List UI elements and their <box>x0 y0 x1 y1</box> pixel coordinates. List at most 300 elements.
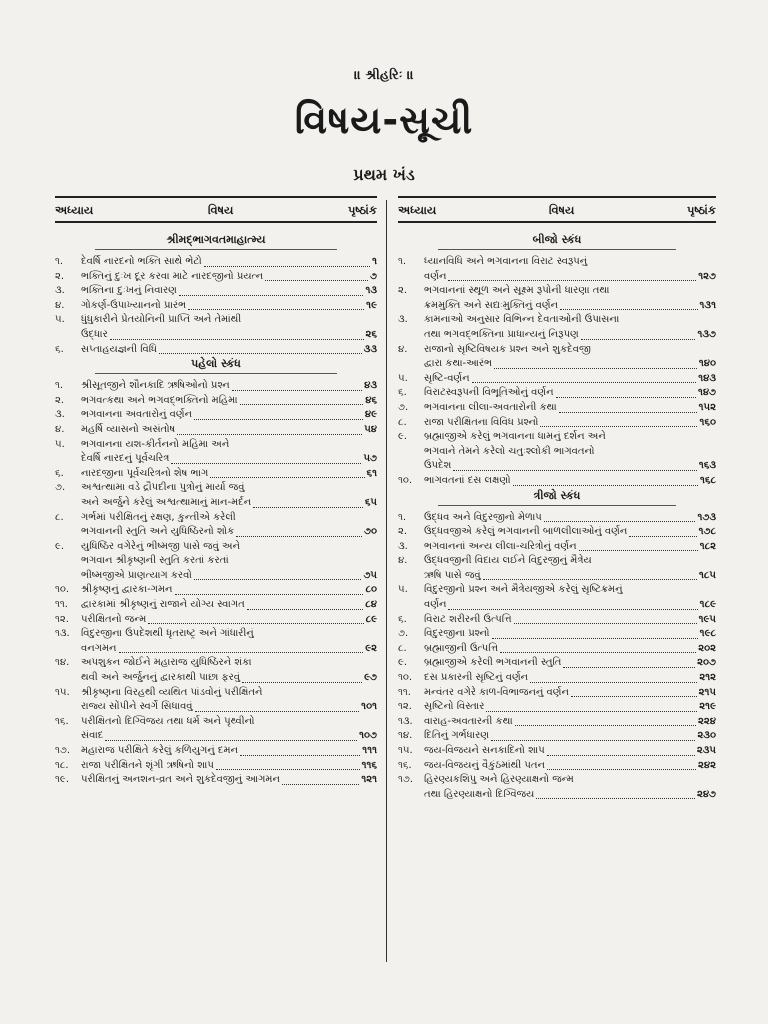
toc-entry <box>398 715 716 730</box>
toc-entry <box>55 656 377 685</box>
entry-last-line <box>81 452 377 467</box>
dot-leader <box>453 470 696 471</box>
entry-text: નારદજીના પૂર્વચરિત્રનો શેષ ભાગ <box>81 467 209 479</box>
entry-text-line: રાજાનો સૃષ્ટિવિષયક પ્રશ્ન અને શુકદેવજી <box>424 343 591 355</box>
page-number: ૮૦ <box>365 584 377 596</box>
entry-body <box>81 423 377 438</box>
page-number: ૧૨૧ <box>361 774 377 786</box>
section-title: શ્રીમદ્ભાગવતમાહાત્મ્ય <box>95 233 337 250</box>
dot-leader <box>559 412 697 413</box>
chapter-number: ૧૯. <box>55 774 69 786</box>
toc-entry <box>55 598 377 613</box>
entry-text-line: ભગવાનનાં સ્થૂળ અને સૂક્ષ્મ રૂપોની ધારણા તથા <box>424 285 610 297</box>
entry-body <box>81 299 377 314</box>
page-number: ૧૮૨ <box>699 540 716 552</box>
toc-entry <box>398 372 716 387</box>
chapter-number: ૧. <box>398 511 407 523</box>
chapter-number: ૫. <box>398 372 408 384</box>
entry-text: બ્રહ્માજીએ કરેલી ભગવાનની સ્તુતિ <box>424 657 562 669</box>
page-number: ૬૧ <box>366 467 377 479</box>
page-number: ૧૩૧ <box>699 299 716 311</box>
toc-entry <box>55 408 377 423</box>
entry-body <box>424 773 716 802</box>
toc-entry <box>398 255 716 284</box>
page-number: ૧૩૭ <box>697 328 716 340</box>
entry-last-line <box>81 613 377 628</box>
volume-subtitle: પ્રથમ ખંડ <box>353 165 415 184</box>
dot-leader <box>500 652 696 653</box>
entry-text: ભક્તિનું દુઃખ દૂર કરવા માટે નારદજીનો પ્રયત્ન <box>81 270 264 282</box>
toc-entry <box>55 744 377 759</box>
entry-body <box>424 313 716 342</box>
chapter-number: ૩. <box>55 409 65 421</box>
dot-leader <box>247 609 364 610</box>
dot-leader <box>448 609 697 610</box>
entry-text: રાજા પરીક્ષિતને શૃંગી ઋષિનો શાપ <box>81 759 214 771</box>
chapter-number: ૮. <box>398 416 407 428</box>
entry-text: દેવર્ષિ નારદનો ભક્તિ સાથે ભેટો <box>81 256 202 267</box>
entry-text: થવી અને અર્જુનનું દ્વારકાથી પાછા ફરવું <box>81 672 241 684</box>
chapter-number: ૪. <box>398 343 408 355</box>
page-number: ૨૨૪ <box>698 715 716 727</box>
dot-leader <box>491 740 695 741</box>
toc-entry <box>398 627 716 642</box>
entry-body <box>81 511 377 540</box>
dot-leader <box>171 463 361 464</box>
page-number: ૭૦ <box>364 526 377 538</box>
entry-body <box>424 656 716 671</box>
toc-entry <box>55 540 377 584</box>
chapter-number: ૧૫. <box>398 745 413 756</box>
chapter-number: ૬. <box>398 613 407 625</box>
entry-text: વર્ણન <box>424 599 447 611</box>
entry-body <box>81 481 377 510</box>
chapter-number: ૧૦. <box>398 474 413 486</box>
entry-last-line <box>81 299 377 314</box>
entry-body <box>81 270 377 285</box>
dot-leader <box>194 419 363 420</box>
entry-text: વારાહ-અવતારની કથા <box>424 715 513 727</box>
entry-body <box>81 613 377 628</box>
toc-entry <box>55 715 377 744</box>
page-number: ૧૪૦ <box>698 358 716 370</box>
chapter-number: ૮. <box>398 642 407 654</box>
dot-leader <box>494 368 697 369</box>
entry-last-line <box>424 671 716 686</box>
entry-last-line <box>81 423 377 438</box>
right-column-header <box>398 196 716 223</box>
entry-body <box>424 525 716 540</box>
chapter-number: ૧૧. <box>55 599 68 611</box>
entry-last-line <box>81 379 377 394</box>
page-number: ૧૯૮ <box>699 628 716 640</box>
toc-entry <box>398 554 716 583</box>
left-column <box>55 196 377 956</box>
entry-text: પરીક્ષિતનો જન્મ <box>81 613 147 625</box>
toc-entry <box>398 401 716 416</box>
dot-leader <box>629 536 696 537</box>
entry-last-line <box>424 459 716 474</box>
chapter-number: ૫. <box>55 438 65 450</box>
entry-text: રાજ્ય સોંપીને સ્વર્ગે સિધાવવું <box>81 701 193 713</box>
entry-last-line <box>424 328 716 343</box>
page-number: ૩૩ <box>363 343 377 355</box>
entry-last-line <box>424 525 716 540</box>
entry-body <box>424 700 716 715</box>
entry-body <box>424 430 716 474</box>
entry-last-line <box>424 744 716 759</box>
chapter-number: ૫. <box>55 314 65 326</box>
chapter-number: ૬. <box>398 387 407 399</box>
toc-entry <box>398 474 716 489</box>
toc-entry <box>398 613 716 628</box>
page-number: ૧૯ <box>366 299 377 311</box>
entry-text: દ્વારા કથા-આરંભ <box>424 358 493 370</box>
entry-body <box>424 343 716 372</box>
entry-text: પરીક્ષિતનું અનશન-વ્રત અને શુકદેવજીનું આગમન <box>81 774 280 786</box>
page-number: ૬૫ <box>364 496 377 508</box>
entry-text: મહારાજ પરીક્ષિતે કરેલું કળિયુગનું દમન <box>81 745 239 756</box>
entry-text: ભીષ્મજીએ પ્રાણત્યાગ કરવો <box>81 569 192 581</box>
entry-text-line: ભગવાને તેમને કરેલો ચતુઃશ્લોકી ભાગવતનો <box>424 445 595 457</box>
chapter-number: ૯. <box>398 657 408 669</box>
entry-text: ભક્તિના દુઃખનું નિવારણ <box>81 285 177 297</box>
entry-text: વનગમન <box>81 642 117 654</box>
entry-body <box>424 540 716 555</box>
entry-text: ગોકર્ણ-ઉપાખ્યાનનો પ્રારંભ <box>81 299 187 311</box>
entry-body <box>81 744 377 759</box>
entry-last-line <box>424 613 716 628</box>
page-number: ૧૧૧ <box>362 745 377 756</box>
entry-last-line <box>424 700 716 715</box>
chapter-number: ૭. <box>55 482 66 494</box>
left-column-header <box>55 196 377 223</box>
toc-entry <box>398 583 716 612</box>
entry-body <box>424 511 716 526</box>
page-number: ૨૪૨ <box>698 759 716 771</box>
entry-body <box>424 386 716 401</box>
entry-body <box>424 401 716 416</box>
entry-text: દિતિનું ગર્ભધારણ <box>424 730 490 742</box>
chapter-number: ૧૩. <box>55 628 70 640</box>
entry-last-line <box>424 357 716 372</box>
dot-leader <box>547 755 695 756</box>
entry-body <box>81 394 377 409</box>
entry-text: મહર્ષિ વ્યાસનો અસંતોષ <box>81 423 176 435</box>
dot-leader <box>515 725 696 726</box>
entry-last-line <box>424 416 716 431</box>
toc-entry <box>398 773 716 802</box>
entry-text: વિરાટ શરીરની ઉત્પત્તિ <box>424 613 512 625</box>
page-number: ૮૯ <box>365 613 377 625</box>
toc-entry <box>398 313 716 342</box>
entry-text: શ્રીસૂતજીને શૌનકાદિ ઋષિઓનો પ્રશ્ન <box>81 380 230 392</box>
entry-text: ઋષિ પાસે જવું <box>424 569 481 581</box>
entry-text: દેવર્ષિ નારદનું પૂર્વચરિત્ર <box>81 453 170 465</box>
entry-last-line <box>81 583 377 598</box>
entry-text-line: યુધિષ્ઠિર વગેરેનું ભીષ્મજી પાસે જવું અને <box>81 540 241 552</box>
entry-text-line: ધુંધુકારીને પ્રેતયોનિની પ્રાપ્તિ અને તેમાંથી <box>81 314 242 326</box>
page-number: ૯૭ <box>364 672 377 684</box>
entry-last-line <box>424 540 716 555</box>
entry-body <box>424 554 716 583</box>
entry-text: સૃષ્ટિનો વિસ્તાર <box>424 701 485 713</box>
entry-text: ભાગવતનાં દસ લક્ષણો <box>424 474 511 486</box>
toc-entry <box>55 284 377 299</box>
page-number: ૧૬૩ <box>698 460 716 472</box>
entry-last-line <box>424 386 716 401</box>
dot-leader <box>236 536 362 537</box>
page-number: ૨૬ <box>365 328 377 340</box>
entry-last-line <box>81 569 377 584</box>
toc-entry <box>55 481 377 510</box>
toc-entry <box>398 759 716 774</box>
toc-entry <box>55 511 377 540</box>
toc-entry <box>55 759 377 774</box>
chapter-number: ૭. <box>398 628 409 640</box>
dot-leader <box>240 404 364 405</box>
dot-leader <box>514 623 697 624</box>
toc-entry <box>55 299 377 314</box>
entry-last-line <box>81 729 377 744</box>
toc-entry <box>55 467 377 482</box>
chapter-number: ૨. <box>55 270 65 282</box>
page-number: ૪૬ <box>365 394 377 406</box>
toc-entry <box>55 343 377 358</box>
entry-body <box>424 729 716 744</box>
page-number: ૧૯૫ <box>698 613 716 625</box>
entry-body <box>424 671 716 686</box>
entry-text: ભગવાનની સ્તુતિ અને યુધિષ્ઠિરનો શોક <box>81 526 235 538</box>
chapter-number: ૬. <box>55 343 64 355</box>
dot-leader <box>265 280 368 281</box>
entry-last-line <box>81 255 377 270</box>
toc-entry <box>398 343 716 372</box>
entry-body <box>81 408 377 423</box>
toc-entry <box>398 656 716 671</box>
toc-entry <box>55 686 377 715</box>
entry-text: બ્રહ્માજીની ઉત્પત્તિ <box>424 642 499 654</box>
dot-leader <box>563 667 695 668</box>
entry-last-line <box>81 343 377 358</box>
chapter-number: ૧૧. <box>398 686 411 698</box>
dot-leader <box>472 382 697 383</box>
toc-entry <box>398 671 716 686</box>
toc-entry <box>398 511 716 526</box>
dot-leader <box>179 295 364 296</box>
chapter-header: અધ્યાય <box>398 203 437 217</box>
entry-last-line <box>81 467 377 482</box>
toc-entry <box>398 386 716 401</box>
chapter-number: ૩. <box>55 285 65 297</box>
entry-text-line: અશ્વત્થામા વડે દ્રૌપદીના પુત્રોનું માર્યા જવું <box>81 482 245 494</box>
toc-entry <box>55 583 377 598</box>
dot-leader <box>232 390 362 391</box>
topic-header: વિષય <box>207 203 234 217</box>
entry-text-line: કામનાઓ અનુસાર વિભિન્ન દેવતાઓની ઉપાસના <box>424 314 620 326</box>
chapter-number: ૭. <box>398 401 409 413</box>
entry-last-line <box>424 299 716 314</box>
page-number: ૧૭૮ <box>698 526 716 538</box>
toc-entry <box>55 379 377 394</box>
chapter-number: ૨. <box>55 394 65 406</box>
toc-entry <box>398 744 716 759</box>
toc-entry <box>398 729 716 744</box>
entry-last-line <box>424 474 716 489</box>
entry-text-line: બ્રહ્માજીએ કરેલું ભગવાનના ધામનું દર્શન અને <box>424 431 606 443</box>
toc-entry <box>398 416 716 431</box>
page-number: ૨૦૭ <box>697 657 716 669</box>
page-number: ૧ <box>372 256 377 267</box>
entry-text: જય-વિજયનું વૈકુંઠમાંથી પતન <box>424 759 545 771</box>
chapter-number: ૧૩. <box>398 715 413 727</box>
dot-leader <box>110 339 364 340</box>
dot-leader <box>547 769 696 770</box>
entry-last-line <box>81 642 377 657</box>
entry-text: જય-વિજયને સનકાદિનો શાપ <box>424 745 545 756</box>
entry-last-line <box>81 700 377 715</box>
entry-text-line: ધ્યાનવિધિ અને ભગવાનના વિરાટ સ્વરૂપનું <box>424 256 588 267</box>
dot-leader <box>282 784 359 785</box>
chapter-number: ૪. <box>398 555 408 567</box>
chapter-number: ૧૦. <box>55 584 70 596</box>
entry-last-line <box>81 394 377 409</box>
entry-text: વર્ણન <box>424 270 447 282</box>
dot-leader <box>195 711 360 712</box>
chapter-number: ૧૬. <box>55 715 69 727</box>
toc-entry <box>55 394 377 409</box>
dot-leader <box>544 521 696 522</box>
dot-leader <box>204 266 370 267</box>
entry-body <box>81 656 377 685</box>
invocation-text: ॥ શ્રીહરિઃ ॥ <box>354 68 414 83</box>
entry-text: ભગવાનનાં અન્ય લીલા-ચરિત્રોનું વર્ણન <box>424 540 577 552</box>
dot-leader <box>210 477 364 478</box>
page-header: પૃષ્ઠાંક <box>686 203 716 217</box>
entry-text: ભગવાનના લીલા-અવતારોની કથા <box>424 401 557 413</box>
page-number: ૨૪૭ <box>696 788 716 800</box>
entry-body <box>81 284 377 299</box>
entry-body <box>81 467 377 482</box>
dot-leader <box>540 426 697 427</box>
page-number: ૧૨૭ <box>698 270 716 282</box>
toc-entry <box>398 700 716 715</box>
entry-text-line: હિરણ્યકશિપુ અને હિરણ્યાક્ષનો જન્મ <box>424 774 574 786</box>
dot-leader <box>492 638 698 639</box>
page-number: ૧૦૭ <box>359 730 377 742</box>
dot-leader <box>530 682 697 683</box>
section-title: પહેલો સ્કંધ <box>95 357 337 374</box>
entry-text: દ્વારકામાં શ્રીકૃષ્ણનું રાજાને યોગ્ય સ્વાગત <box>81 599 245 611</box>
entry-text-line: ઉદ્ધવજીની વિદાય લઈને વિદુરજીનું મૈત્રેય <box>424 555 592 567</box>
entry-body <box>81 583 377 598</box>
entry-last-line <box>81 773 377 788</box>
toc-entry <box>398 642 716 657</box>
page-number: ૨૩૫ <box>696 745 716 756</box>
dot-leader <box>513 485 698 486</box>
entry-body <box>424 715 716 730</box>
entry-text-line: ભગવાનના યશ-કીર્તનનો મહિમા અને <box>81 438 230 450</box>
entry-text: ઉદ્ધવજીએ કરેલું ભગવાનની બાળલીલાઓનું વર્ણન <box>424 526 628 538</box>
chapter-number: ૧. <box>55 256 64 267</box>
page-number: ૨૧૫ <box>698 686 716 698</box>
dot-leader <box>240 755 360 756</box>
entry-last-line <box>424 656 716 671</box>
entry-body <box>424 255 716 284</box>
entry-text: અને અર્જુને કરેલું અશ્વત્થામાનું માન-મર્દન <box>81 496 252 508</box>
entry-text: મન્વંતર વગેરે કાળ-વિભાજનનું વર્ણન <box>424 686 569 698</box>
entry-text: તથા હિરણ્યાક્ષનો દિગ્વિજય <box>424 788 535 800</box>
entry-body <box>81 598 377 613</box>
page-number: ૧૪૭ <box>697 387 716 399</box>
entry-last-line <box>424 511 716 526</box>
entry-text-line: વિદુરજીનો પ્રશ્ન અને મૈત્રેયજીએ કરેલું સૃષ્ટિક્રમનું <box>424 584 623 596</box>
chapter-number: ૪. <box>55 299 65 311</box>
toc-entry <box>398 284 716 313</box>
dot-leader <box>188 309 364 310</box>
entry-text: વિદુરજીના પ્રશ્નો <box>424 628 490 640</box>
entry-last-line <box>424 401 716 416</box>
entry-last-line <box>424 598 716 613</box>
topic-header: વિષય <box>548 203 575 217</box>
chapter-number: ૫. <box>398 584 408 596</box>
entry-last-line <box>424 686 716 701</box>
toc-entry <box>55 255 377 270</box>
page-title: વિષય-સૂચી <box>294 98 474 142</box>
dot-leader <box>448 280 696 281</box>
entry-last-line <box>81 328 377 343</box>
toc-entry <box>398 540 716 555</box>
entry-text-line: પરીક્ષિતનો દિગ્વિજય તથા ધર્મ અને પૃથ્વીનો <box>81 715 255 727</box>
page-number: ૫૭ <box>363 453 377 465</box>
dot-leader <box>571 696 697 697</box>
page-number: ૧૫૨ <box>698 401 716 413</box>
page-number: ૧૪૩ <box>698 372 716 384</box>
entry-body <box>81 715 377 744</box>
entry-text-line: વિદુરજીના ઉપદેશથી ધૃતરાષ્ટ્ર અને ગાંધારીનું <box>81 628 254 640</box>
toc-entry <box>398 525 716 540</box>
page-number: ૯૨ <box>365 642 377 654</box>
entry-last-line <box>81 744 377 759</box>
page-number: ૮૪ <box>365 599 377 611</box>
entry-last-line <box>424 788 716 803</box>
entry-body <box>81 540 377 584</box>
page-number: ૨૧૨ <box>699 672 716 684</box>
chapter-number: ૩. <box>398 314 408 326</box>
section-title: બીજો સ્કંધ <box>438 233 676 250</box>
chapter-number: ૨. <box>398 526 408 538</box>
toc-entry <box>398 430 716 474</box>
entry-text-line: શ્રીકૃષ્ણના વિરહથી વ્યથિત પાંડવોનું પરીક્ષિતને <box>81 686 263 698</box>
chapter-number: ૨. <box>398 285 408 297</box>
dot-leader <box>242 682 362 683</box>
entry-text: રાજા પરીક્ષિતના વિવિધ પ્રશ્નો <box>424 416 539 428</box>
chapter-number: ૧૨. <box>55 613 69 625</box>
entry-last-line <box>424 569 716 584</box>
chapter-number: ૧૪. <box>55 657 70 669</box>
entry-text: ઉદ્ધવ અને વિદુરજીનો મેળાપ <box>424 511 542 523</box>
dot-leader <box>119 652 364 653</box>
dot-leader <box>177 434 362 435</box>
section-title: ત્રીજો સ્કંધ <box>438 489 676 506</box>
entry-text: વિરાટસ્વરૂપની વિભૂતિઓનું વર્ણન <box>424 387 554 399</box>
dot-leader <box>486 711 697 712</box>
entry-text: ભગવાનના અવતારોનું વર્ણન <box>81 409 193 421</box>
chapter-number: ૧૭. <box>55 745 71 756</box>
dot-leader <box>105 740 357 741</box>
entry-text: સંવાદ <box>81 730 104 742</box>
toc-entry <box>55 313 377 342</box>
